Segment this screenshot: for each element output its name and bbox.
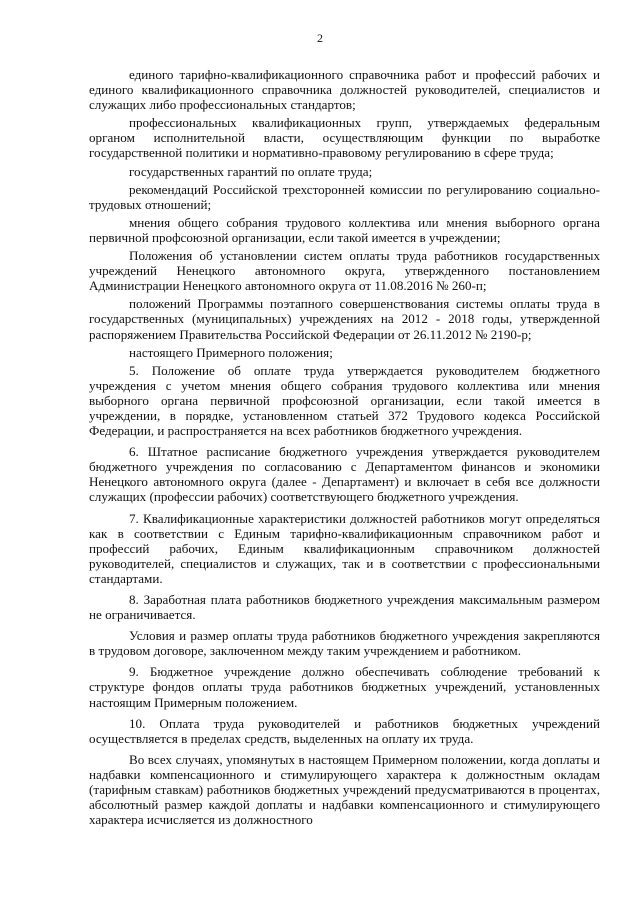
page-number: 2 — [317, 31, 323, 45]
paragraph-3: государственных гарантий по оплате труда; — [129, 163, 373, 179]
paragraph-5: мнения общего собрания трудового коллектива или мнения выборного органа первичной профсоюзной организации, если такой имеется в учреждении; — [89, 214, 600, 245]
paragraph-11: 7. Квалификационные характеристики должностей работников могут определяться как в соответствии с Единым тарифно-квалификационным справочником работ и профессий рабочих, Единым квалификационным справочником должностей руководителей, специалистов и служащих, так и в соответствии с профессиональными стандартами. — [89, 510, 600, 586]
document-body — [89, 67, 600, 830]
paragraph-14: 9. Бюджетное учреждение должно обеспечивать соблюдение требований к структуре фондов оплаты труда работников бюджетных учреждений, установленных настоящим Примерным положением. — [89, 664, 600, 710]
paragraph-15: 10. Оплата труда руководителей и работников бюджетных учреждений осуществляется в пределах средств, выделенных на оплату их труда. — [89, 715, 600, 746]
paragraph-2: профессиональных квалификационных групп, утверждаемых федеральным органом исполнительной власти, осуществляющим функции по выработке государственной политики и нормативно-правовому регулированию в сфере труда; — [89, 115, 600, 161]
paragraph-16: Во всех случаях, упомянутых в настоящем Примерном положении, когда доплаты и надбавки компенсационного и стимулирующего характера к должностным окладам (тарифным ставкам) работников бюджетных учреждений предусматриваются в процентах, абсолютный размер каждой доплаты и надбавки компенсационного и стимулирующего характера исчисляется из должностного — [89, 751, 600, 828]
paragraph-7: положений Программы поэтапного совершенствования системы оплаты труда в государственных (муниципальных) учреждениях на 2012 - 2018 годы, утвержденной распоряжением Правительства Российской Федерации от 26.11.2012 № 2190-р; — [89, 296, 600, 342]
paragraph-8: настоящего Примерного положения; — [129, 344, 333, 360]
paragraph-6: Положения об установлении систем оплаты труда работников государственных учреждений Ненецкого автономного округа, утвержденного постановлением Администрации Ненецкого автономного округа от 11.08.2016 № 260-п; — [89, 248, 600, 294]
paragraph-4: рекомендаций Российской трехсторонней комиссии по регулированию социально-трудовых отношений; — [89, 181, 600, 212]
paragraph-9: 5. Положение об оплате труда утверждается руководителем бюджетного учреждения с учетом мнения общего собрания трудового коллектива или мнения выборного органа первичной профсоюзной организации, если такой имеется в учреждении, в порядке, установленном статьей 372 Трудового кодекса Российской Федерации, и распространяется на всех работников бюджетного учреждения. — [89, 362, 600, 439]
paragraph-12: 8. Заработная плата работников бюджетного учреждения максимальным размером не ограничивается. — [89, 592, 600, 623]
paragraph-13: Условия и размер оплаты труда работников бюджетного учреждения закрепляются в трудовом договоре, заключенном между таким учреждением и работником. — [89, 628, 600, 659]
paragraph-1: единого тарифно-квалификационного справочника работ и профессий рабочих и единого квалификационного справочника должностей руководителей, специалистов и служащих либо профессиональных стандартов; — [89, 67, 600, 113]
paragraph-10: 6. Штатное расписание бюджетного учреждения утверждается руководителем бюджетного учреждения по согласованию с Департаментом финансов и экономики Ненецкого автономного округа (далее - Департамент) и включает в себя все должности служащих (профессии рабочих) соответствующего бюджетного учреждения. — [89, 444, 600, 505]
